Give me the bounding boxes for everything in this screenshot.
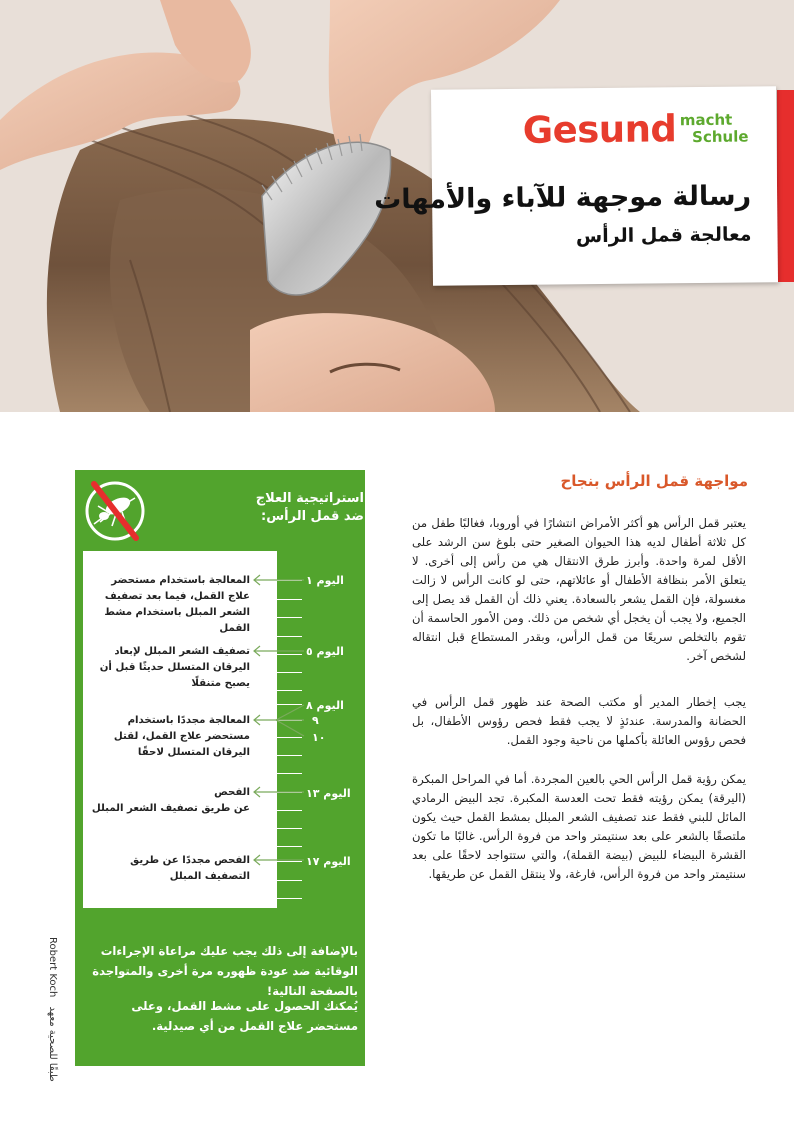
treatment-day-5: تصفيف الشعر المبلل لإبعاد اليرقان المتسلل حديثًا قبل أن يصبح متنقلًا [99, 646, 250, 689]
timeline-arrows [246, 570, 306, 870]
pharmacy-note: يُمكنك الحصول على مشط القمل، وعلى مستحضر علاج القمل من أي صيدلية. [131, 999, 358, 1033]
day-label-1: اليوم ١ [306, 574, 344, 587]
page-title: رسالة موجهة للآباء والأمهات [374, 180, 752, 216]
timeline-tick [276, 898, 302, 899]
section-title: مواجهة قمل الرأس بنجاح [560, 472, 748, 490]
logo-schule: Schule [692, 127, 749, 147]
treatment-day-17: الفحص مجددًا عن طريق التصفيف المبلل [130, 855, 250, 882]
day-label-8: اليوم ٨ [306, 699, 344, 712]
timeline-tick [276, 880, 302, 881]
strategy-heading-line-1: استراتيجية العلاج [255, 491, 364, 506]
treatment-day-1: المعالجة باستخدام مستحضر علاج القمل، فيما بعد تصفيف الشعر المبلل باستخدام مشط القمل [104, 575, 250, 634]
treatment-day-13-line-1: الفحص [214, 787, 250, 798]
day-label-9: ٩ [312, 714, 319, 727]
strategy-heading-line-2: ضد قمل الرأس: [261, 509, 364, 524]
day-label-5: اليوم ٥ [306, 645, 344, 658]
logo-macht: macht [679, 110, 733, 130]
credit-source: Robert Koch [47, 937, 58, 998]
source-credit [40, 937, 58, 1082]
prevention-note: بالإضافة إلى ذلك يجب عليك مراعاة الإجراءات الوقائية ضد عودة ظهوره مرة أخرى والمتواجدة بالصفحة التالية! [92, 944, 358, 998]
page-subtitle: معالجة قمل الرأس [575, 223, 752, 248]
day-label-13: اليوم ١٣ [306, 787, 351, 800]
title-card [374, 86, 778, 286]
treatment-day-13-line-2: عن طريق تصفيف الشعر المبلل [91, 803, 250, 814]
article-paragraph-3: يمكن رؤية قمل الرأس الحي بالعين المجردة. أما في المراحل المبكرة (اليرقة) يمكن رؤيته فقط تحت العدسة المكبرة. تجد البيض الرمادي المائل للبني فقط عند تصفيف الشعر المبلل بمشط القمل حيث يكون ملتصقًا بالشعر على بعد سنتيمتر واحد من فروة الرأس. غالبًا ما تكون القشرة البيضاء للبيض (بيضة القملة)، والتي ستتواجد لاحقًا على بعد سنتيمتر واحد من فروة الرأس، فارغة، ولا ينتقل القمل عن طريقها. [412, 772, 746, 881]
card-red-edge [777, 90, 794, 282]
strategy-heading [214, 490, 364, 526]
treatment-day-8-10: المعالجة مجددًا باستخدام مستحضر علاج القمل، لقتل اليرقان المتسلل لاحقًا [113, 715, 250, 758]
day-label-10: ١٠ [312, 731, 326, 744]
logo-gesund: Gesund [522, 107, 677, 152]
crossed-out-louse-icon [80, 476, 150, 546]
gesund-macht-schule-logo [518, 106, 749, 158]
article-paragraph-2: يجب إخطار المدير أو مكتب الصحة عند ظهور قمل الرأس في الحضانة والمدرسة. عندئذٍ لا يجب فقط فحص رؤوس الأطفال، بل فحص رؤوس العائلة بأكملها من ناحية وجود القمل. [412, 695, 746, 747]
article-paragraph-1: يعتبر قمل الرأس هو أكثر الأمراض انتشارًا في أوروبا، فغالبًا طفل من كل ثلاثة أطفال لديه هذا الحيوان الصغير حتى بلوغ سن الرشد على الأقل لمرة واحدة. وأبرز طرق الانتقال هي من رأس إلى أخرى. لا يتعلق الأمر بنظافة الأطفال أو عائلاتهم، حتى لو كانت الرأس لا زالت مغسولة، فإن القمل يشعر بالسعادة. يعني ذلك أن القمل قد يصل إلى الجميع، ولا يجب أن يخجل أي شخص من ذلك. ومن الأمور الحاسمة أن تقوم بالتخلص سريعًا من قمل الرأس، وبقدر المستطاع قبل انتقاله لشخص آخر. [412, 516, 746, 663]
treatment-day-13 [86, 785, 250, 817]
day-label-17: اليوم ١٧ [306, 855, 351, 868]
credit-prefix: طبقًا للصحية معهد [47, 1006, 58, 1082]
